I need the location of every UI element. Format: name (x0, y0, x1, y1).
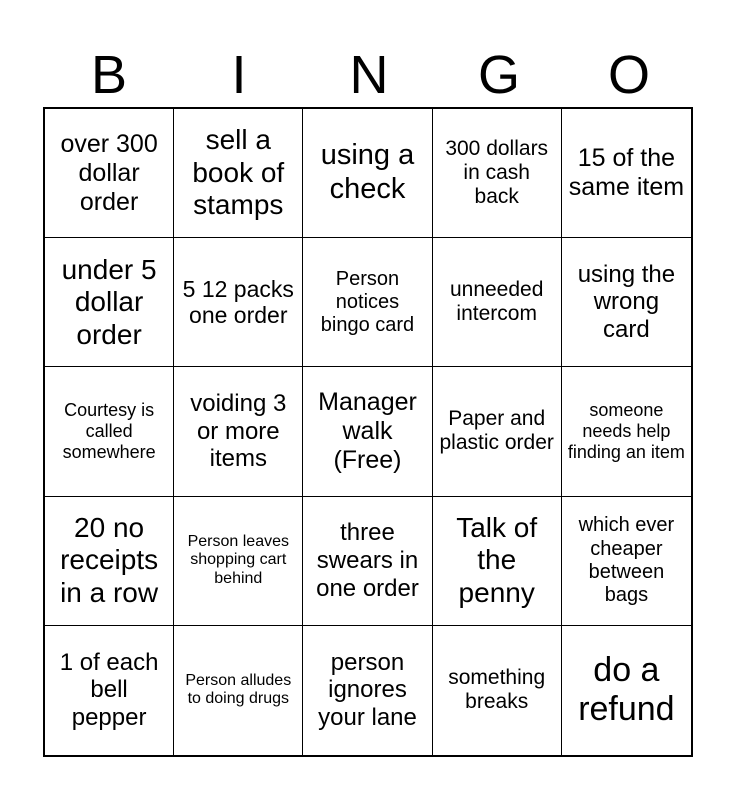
header-letter-g: G (477, 45, 520, 105)
bingo-cell[interactable]: Manager walk (Free) (303, 367, 432, 496)
bingo-cell[interactable]: 1 of each bell pepper (45, 626, 174, 755)
bingo-cell[interactable]: over 300 dollar order (45, 109, 174, 238)
bingo-header (44, 45, 694, 105)
bingo-cell[interactable]: Talk of the penny (433, 497, 562, 626)
bingo-cell[interactable]: which ever cheaper between bags (562, 497, 691, 626)
header-letter-o: O (607, 45, 650, 105)
bingo-cell[interactable]: 15 of the same item (562, 109, 691, 238)
bingo-cell[interactable]: using the wrong card (562, 238, 691, 367)
bingo-cell[interactable]: Courtesy is called somewhere (45, 367, 174, 496)
bingo-cell[interactable]: using a check (303, 109, 432, 238)
bingo-cell[interactable]: three swears in one order (303, 497, 432, 626)
bingo-cell[interactable]: do a refund (578, 650, 675, 729)
bingo-cell[interactable]: Person notices bingo card (303, 238, 432, 367)
header-letter-b: B (90, 45, 128, 105)
header-letter-i: I (231, 45, 247, 105)
bingo-cell[interactable]: 5 12 packs one order (174, 238, 303, 367)
bingo-cell[interactable]: Person leaves shopping cart behind (174, 497, 303, 626)
bingo-cell[interactable]: voiding 3 or more items (174, 367, 303, 496)
bingo-cell[interactable]: unneeded intercom (433, 238, 562, 367)
bingo-cell[interactable]: sell a book of stamps (174, 109, 303, 238)
bingo-cell[interactable]: 20 no receipts in a row (45, 497, 174, 626)
bingo-cell[interactable]: someone needs help finding an item (562, 367, 691, 496)
bingo-cell[interactable]: person ignores your lane (303, 626, 432, 755)
bingo-cell[interactable]: under 5 dollar order (45, 238, 174, 367)
bingo-grid (43, 107, 693, 757)
bingo-cell[interactable]: Person alludes to doing drugs (174, 626, 303, 755)
bingo-cell[interactable]: something breaks (433, 626, 562, 755)
header-letter-n: N (349, 45, 389, 105)
bingo-cell[interactable]: Paper and plastic order (433, 367, 562, 496)
bingo-cell[interactable]: 300 dollars in cash back (433, 109, 562, 238)
